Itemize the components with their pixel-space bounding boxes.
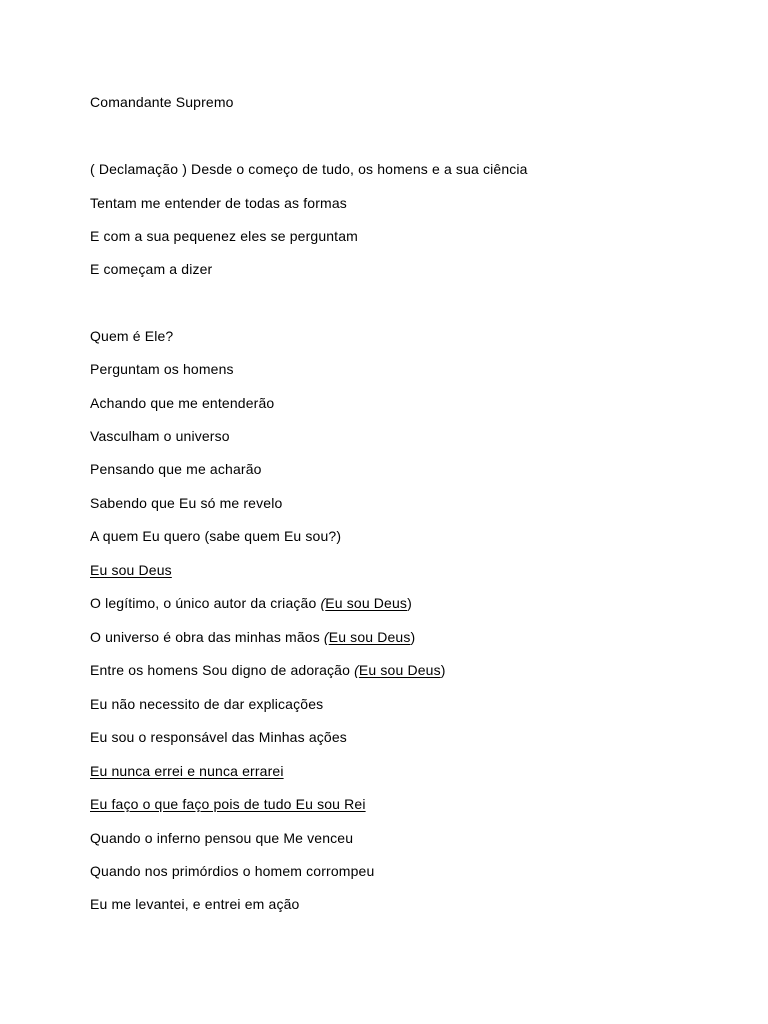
verse-line: ( Declamação ) Desde o começo de tudo, os homens e a sua ciência [90,161,528,177]
verse-line: Quando o inferno pensou que Me venceu [90,830,354,846]
verse-line: Eu não necessito de dar explicações [90,696,324,712]
verse-line-underlined: Eu sou Deus [90,562,172,578]
verse-line: Eu me levantei, e entrei em ação [90,896,300,912]
verse-text: O legítimo, o único autor da criação [90,595,321,611]
verse-line: Perguntam os homens [90,361,234,377]
refrain-text: Eu sou Deus [325,595,408,611]
verse-line: Quando nos primórdios o homem corrompeu [90,863,375,879]
verse-line: A quem Eu quero (sabe quem Eu sou?) [90,528,342,544]
verse-line: E com a sua pequenez eles se perguntam [90,228,358,244]
verse-line: Achando que me entenderão [90,395,275,411]
verse-text: O universo é obra das minhas mãos [90,629,324,645]
verse-line: E começam a dizer [90,261,213,277]
refrain-text: Eu sou Deus [358,662,441,678]
verse-line-with-refrain [90,594,412,612]
verse-line: Vasculham o universo [90,428,230,444]
paren-open: ( [354,662,359,678]
verse-line-with-refrain [90,661,446,679]
verse-line: Eu sou o responsável das Minhas ações [90,729,347,745]
verse-line-with-refrain [90,628,415,646]
paren-open: ( [320,595,326,611]
verse-line-underlined: Eu nunca errei e nunca errarei [90,763,284,779]
paren-close: ) [440,662,446,678]
paren-close: ) [407,595,412,611]
verse-line: Pensando que me acharão [90,461,262,477]
verse-text: Entre os homens Sou digno de adoração [90,662,355,678]
verse-line-underlined: Eu faço o que faço pois de tudo Eu sou Rei [90,796,366,812]
refrain-text: Eu sou Deus [328,629,411,645]
verse-line: Tentam me entender de todas as formas [90,195,347,211]
verse-line: Sabendo que Eu só me revelo [90,495,283,511]
paren-close: ) [410,629,416,645]
paren-open: ( [323,629,329,645]
verse-line: Quem é Ele? [90,328,174,344]
document-title: Comandante Supremo [90,94,234,110]
